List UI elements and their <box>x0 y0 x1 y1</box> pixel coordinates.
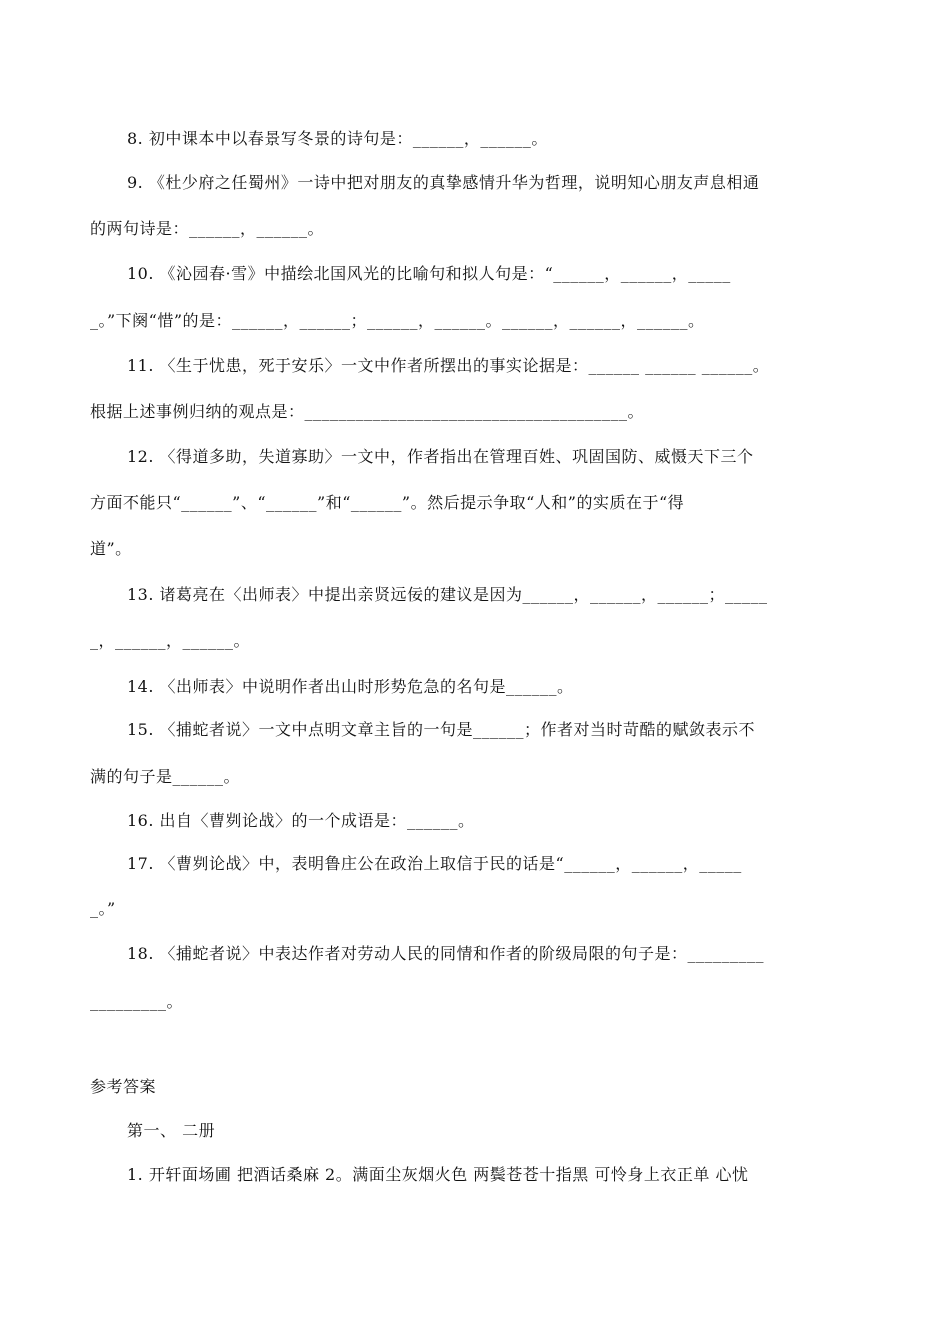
question-13-line-1: 13. 诸葛亮在〈出师表〉中提出亲贤远佞的建议是因为______，______，______；_____ <box>127 585 768 604</box>
question-9-line-1: 9. 《杜少府之任蜀州》一诗中把对朋友的真挚感情升华为哲理，说明知心朋友声息相通 <box>127 173 760 192</box>
question-11-line-2: 根据上述事例归纳的观点是：______________________________________。 <box>90 402 645 421</box>
question-13-line-2: _，______，______。 <box>90 631 251 650</box>
question-12-line-1: 12. 〈得道多助，失道寡助〉一文中，作者指出在管理百姓、巩固国防、威慑天下三个 <box>127 447 754 466</box>
question-9-line-2: 的两句诗是：______，______。 <box>90 219 325 238</box>
answers-section-heading: 第一、 二册 <box>127 1121 216 1140</box>
question-17-line-2: _。” <box>90 899 116 918</box>
question-10-line-2: _。”下阕“惜”的是：______，______；______，______。______，______，______。 <box>90 311 705 330</box>
question-15-line-2: 满的句子是______。 <box>90 767 241 786</box>
question-17-line-1: 17. 〈曹刿论战〉中，表明鲁庄公在政治上取信于民的话是“______，______，_____ <box>127 854 742 873</box>
question-15-line-1: 15. 〈捕蛇者说〉一文中点明文章主旨的一句是______；作者对当时苛酷的赋敛表示不 <box>127 720 756 739</box>
answer-line-1: 1. 开轩面场圃 把酒话桑麻 2。满面尘灰烟火色 两鬓苍苍十指黑 可怜身上衣正单 心忧 <box>127 1165 749 1184</box>
question-12-line-2: 方面不能只“______”、“______”和“______”。然后提示争取“人和”的实质在于“得 <box>90 493 685 512</box>
question-18-line-1: 18. 〈捕蛇者说〉中表达作者对劳动人民的同情和作者的阶级局限的句子是：_________ <box>127 944 765 963</box>
question-11-line-1: 11. 〈生于忧患，死于安乐〉一文中作者所摆出的事实论据是：______ ______ ______。 <box>127 356 770 375</box>
question-16: 16. 出自〈曹刿论战〉的一个成语是：______。 <box>127 811 475 830</box>
question-8: 8. 初中课本中以春景写冬景的诗句是：______，______。 <box>127 129 548 148</box>
answers-heading: 参考答案 <box>90 1077 157 1096</box>
question-18-line-2: _________。 <box>90 992 184 1011</box>
question-14: 14. 〈出师表〉中说明作者出山时形势危急的名句是______。 <box>127 677 574 696</box>
question-10-line-1: 10. 《沁园春·雪》中描绘北国风光的比喻句和拟人句是：“______，______，_____ <box>127 264 731 283</box>
question-12-line-3: 道”。 <box>90 539 132 558</box>
